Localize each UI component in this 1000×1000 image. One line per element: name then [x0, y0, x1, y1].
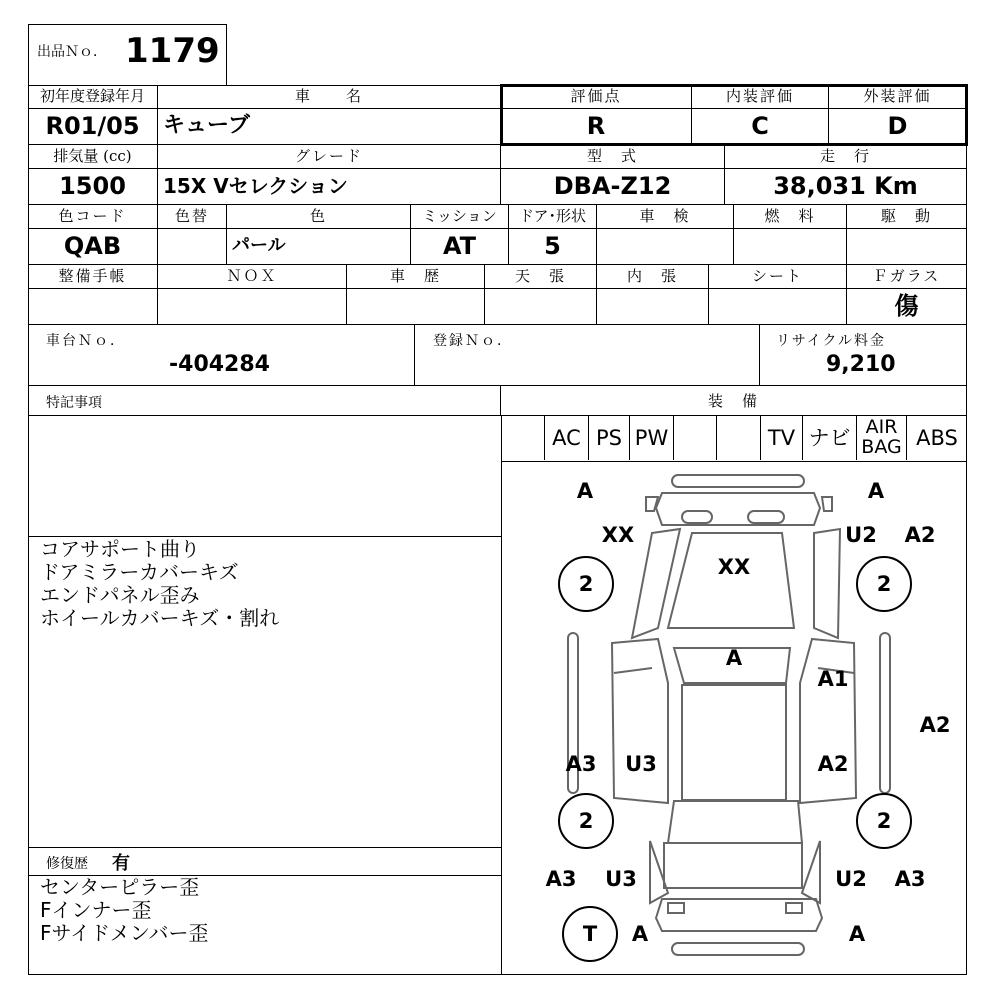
repair-note-line: Fインナー歪: [40, 898, 152, 922]
repair-note-line: センターピラー歪: [40, 875, 200, 899]
interior-trim-value: [597, 289, 709, 325]
header-car-name: 車 名: [158, 85, 501, 109]
header-recycle: リサイクル料金: [776, 333, 887, 349]
color-code-value: QAB: [28, 229, 158, 265]
header-model: 型 式: [501, 145, 725, 169]
inspection-value: [597, 229, 734, 265]
maintenance-value: [28, 289, 158, 325]
spare-tire: T: [562, 906, 618, 962]
mark-rear-right-outer: A3: [894, 867, 926, 891]
header-fuel: 燃 料: [734, 205, 847, 229]
header-seat: シート: [709, 265, 847, 289]
mark-rear-right-inner: U2: [835, 867, 867, 891]
header-equipment: 装 備: [501, 386, 967, 416]
header-maintenance: 整備手帳: [28, 265, 158, 289]
header-chassis: 車台Ｎｏ．: [46, 333, 126, 349]
header-inspection: 車 検: [597, 205, 734, 229]
header-history: 車 歴: [347, 265, 485, 289]
remarks-header-cell: [28, 386, 501, 416]
equipment-blank-1: [530, 416, 545, 460]
seat-value: [709, 289, 847, 325]
nox-value: [158, 289, 347, 325]
mark-rear-left-inner: U3: [605, 867, 637, 891]
header-color-code: 色コード: [28, 205, 158, 229]
equipment-blank-2: [674, 416, 717, 460]
transmission-value: AT: [411, 229, 509, 265]
chassis-cell: [28, 325, 415, 386]
equipment-pw: PW: [630, 416, 674, 460]
repair-note-line: Fサイドメンバー歪: [40, 921, 209, 945]
header-fglass: Ｆガラス: [847, 265, 967, 289]
header-transmission: ミッション: [411, 205, 509, 229]
model-value: DBA-Z12: [501, 169, 725, 205]
score-value: R: [501, 109, 692, 145]
remark-line: コアサポート曲り: [40, 537, 200, 561]
recycle-value: 9,210: [826, 352, 896, 377]
equipment-airbag: AIR BAG: [857, 416, 907, 460]
mark-front-right-outer: A2: [904, 523, 936, 547]
header-interior-trim: 内 張: [597, 265, 709, 289]
equipment-blank-3: [717, 416, 761, 460]
mark-right-side: A2: [919, 713, 951, 737]
remark-line: ドアミラーカバーキズ: [40, 560, 239, 584]
exterior-value: D: [829, 109, 967, 145]
grade-value: 15X Vセレクション: [158, 169, 501, 205]
mark-right-front-door: A1: [817, 667, 849, 691]
equipment-tv: TV: [761, 416, 803, 460]
fglass-value: 傷: [847, 289, 967, 325]
equipment-ps: PS: [589, 416, 630, 460]
equipment-navi: ナビ: [803, 416, 857, 460]
repair-notes: [40, 876, 490, 945]
mileage-value: 38,031 Km: [725, 169, 967, 205]
mark-left-rear-inner: U3: [625, 752, 657, 776]
lot-number: 1179: [125, 31, 220, 71]
header-drive: 駆 動: [847, 205, 967, 229]
interior-value: C: [692, 109, 829, 145]
drive-value: [847, 229, 967, 265]
lot-label: 出品Ｎｏ．: [37, 44, 107, 60]
doors-value: 5: [509, 229, 597, 265]
repair-value: 有: [112, 853, 130, 874]
chassis-value: -404284: [169, 352, 270, 377]
remark-line: ホイールカバーキズ・割れ: [40, 606, 280, 630]
header-mileage: 走 行: [725, 145, 967, 169]
mark-front-right-corner: A: [867, 479, 885, 503]
equipment-ac: AC: [545, 416, 589, 460]
car-name-value: キューブ: [158, 109, 501, 145]
wheel-front-left: 2: [558, 556, 614, 612]
color-value: パール: [227, 229, 411, 265]
mark-rear-left-corner: A: [631, 922, 649, 946]
mark-hood: XX: [717, 555, 751, 579]
registration-cell: [415, 325, 760, 386]
mark-front-left-fender: XX: [601, 523, 635, 547]
mark-front-right-fender: U2: [845, 523, 877, 547]
wheel-rear-right: 2: [856, 793, 912, 849]
score-box: [500, 84, 968, 146]
header-registration: 登録Ｎｏ．: [433, 333, 513, 349]
recycle-cell: [760, 325, 967, 386]
mark-rear-left-outer: A3: [545, 867, 577, 891]
remark-line: エンドパネル歪み: [40, 583, 200, 607]
header-repair: 修復歴: [46, 856, 88, 872]
displacement-value: 1500: [28, 169, 158, 205]
fuel-value: [734, 229, 847, 265]
header-color-change: 色替: [158, 205, 227, 229]
roof-value: [485, 289, 597, 325]
mark-windshield: A: [725, 646, 743, 670]
history-value: [347, 289, 485, 325]
car-diagram: [502, 463, 966, 974]
repair-header: [28, 847, 502, 876]
header-displacement: 排気量 (cc): [28, 145, 158, 169]
mark-left-rear-door: A3: [565, 752, 597, 776]
header-score: 評価点: [501, 85, 692, 109]
header-remarks: 特記事項: [46, 395, 102, 411]
equipment-row: [501, 416, 967, 462]
color-change-value: [158, 229, 227, 265]
remarks-list: [40, 538, 490, 630]
wheel-front-right: 2: [856, 556, 912, 612]
header-nox: ＮＯＸ: [158, 265, 347, 289]
mark-front-left-corner: A: [576, 479, 594, 503]
header-color: 色: [227, 205, 411, 229]
header-doors: ドア･形状: [509, 205, 597, 229]
header-interior: 内装評価: [692, 85, 829, 109]
wheel-rear-left: 2: [558, 793, 614, 849]
mark-rear-right-corner: A: [848, 922, 866, 946]
header-grade: グレード: [158, 145, 501, 169]
equipment-abs: ABS: [916, 426, 958, 450]
mark-right-rear-door: A2: [817, 752, 849, 776]
first-reg-value: R01/05: [28, 109, 158, 145]
header-roof: 天 張: [485, 265, 597, 289]
lot-box: [28, 24, 227, 86]
header-first-reg: 初年度登録年月: [28, 85, 158, 109]
header-exterior: 外装評価: [829, 85, 967, 109]
